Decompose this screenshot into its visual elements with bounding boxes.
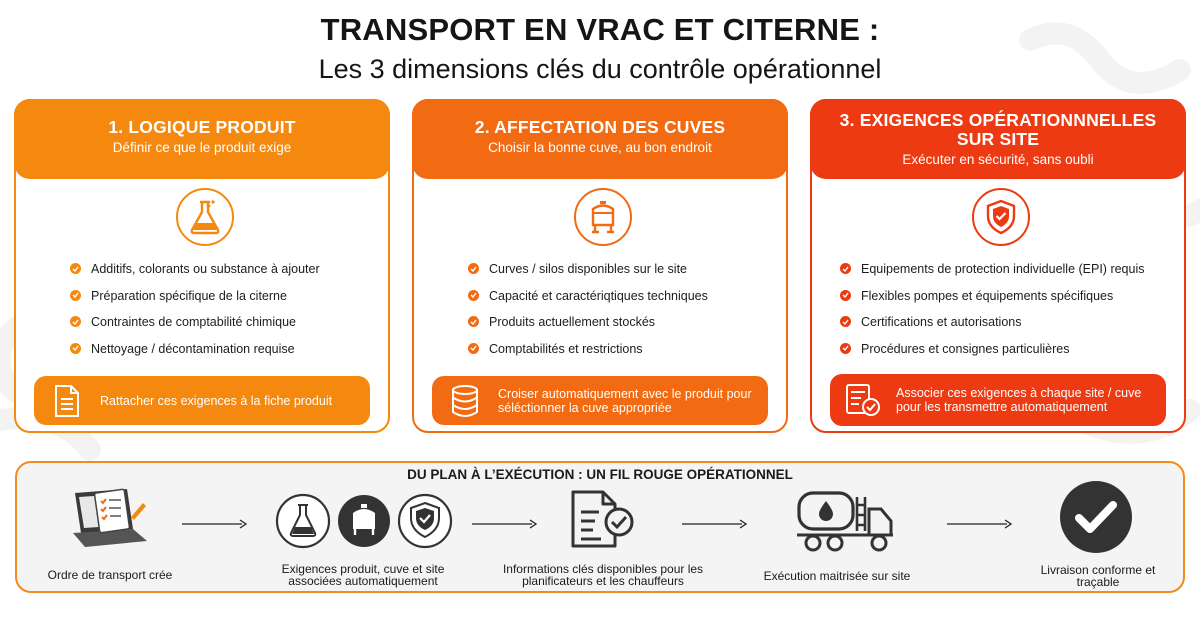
step-label: Informations clés disponibles pour les planificateurs et les chauffeurs <box>502 562 704 588</box>
list-item: Curves / silos disponibles sur le site <box>468 261 708 288</box>
check-icon <box>70 343 81 354</box>
list-item: Certifications et autorisations <box>840 314 1145 341</box>
check-icon <box>840 290 851 301</box>
card-footer-action: Croiser automatiquement avec le produit pour séléctionner la cuve appropriée <box>432 376 768 425</box>
card-footer-action: Rattacher ces exigences à la fiche produit <box>34 376 370 425</box>
card-title: 1. LOGIQUE PRODUIT <box>108 117 296 137</box>
arrow-icon <box>182 519 248 529</box>
card-header <box>14 99 390 179</box>
big-check-icon <box>1059 480 1133 559</box>
checklist-icon <box>830 383 896 417</box>
check-icon <box>840 343 851 354</box>
arrow-icon <box>682 519 748 529</box>
list-item: Flexibles pompes et équipements spécifiques <box>840 288 1145 315</box>
check-icon <box>70 290 81 301</box>
document-icon <box>34 384 100 418</box>
flow-title: DU PLAN À L’EXÉCUTION : UN FIL ROUGE OPÉRATIONNEL <box>407 467 793 482</box>
card-title-line2: SUR SITE <box>956 129 1040 149</box>
list-item: Capacité et caractériqtiques techniques <box>468 288 708 315</box>
check-icon <box>468 263 479 274</box>
shield-check-icon <box>972 188 1030 246</box>
page-title: TRANSPORT EN VRAC ET CITERNE : <box>320 12 880 47</box>
card-subtitle: Choisir la bonne cuve, au bon endroit <box>488 140 712 155</box>
check-icon <box>840 263 851 274</box>
card-title-line1: 3. EXIGENCES OPÉRATIONNNELLES <box>839 110 1157 130</box>
list-item: Produits actuellement stockés <box>468 314 708 341</box>
list-item: Comptabilités et restrictions <box>468 341 708 368</box>
list-item: Préparation spécifique de la citerne <box>70 288 320 315</box>
card-subtitle: Définir ce que le produit exige <box>112 140 292 155</box>
list-item: Procédures et consignes particulières <box>840 341 1145 368</box>
flow-panel <box>15 461 1185 593</box>
bullet-list <box>70 261 320 367</box>
list-item: Additifs, colorants ou substance à ajouter <box>70 261 320 288</box>
card-header <box>412 99 788 179</box>
step-label: Livraison conforme et traçable <box>1040 563 1156 589</box>
arrow-icon <box>947 519 1013 529</box>
tanker-truck-icon <box>795 487 899 560</box>
card-exigences-site <box>810 99 1186 433</box>
bullet-list <box>840 261 1145 367</box>
flask-icon <box>176 188 234 246</box>
bullet-list <box>468 261 708 367</box>
flask-tank-shield-icons <box>275 493 453 554</box>
card-logique-produit <box>14 99 390 433</box>
check-icon <box>70 316 81 327</box>
card-title: 2. AFFECTATION DES CUVES <box>474 117 726 137</box>
step-label: Exécution maitrisée sur site <box>763 569 911 583</box>
document-check-icon <box>567 488 639 555</box>
check-icon <box>468 290 479 301</box>
check-icon <box>468 316 479 327</box>
header <box>0 10 1200 86</box>
card-header <box>810 99 1186 179</box>
tank-icon <box>574 188 632 246</box>
check-icon <box>468 343 479 354</box>
check-icon <box>840 316 851 327</box>
database-icon <box>432 384 498 418</box>
check-icon <box>70 263 81 274</box>
step-label: Exigences produit, cuve et site associées automatiquement <box>281 562 445 588</box>
laptop-checklist-icon <box>67 487 153 554</box>
list-item: Nettoyage / décontamination requise <box>70 341 320 368</box>
page-subtitle: Les 3 dimensions clés du contrôle opérationnel <box>318 54 882 84</box>
step-label: Ordre de transport crée <box>47 568 173 582</box>
card-affectation-cuves <box>412 99 788 433</box>
card-subtitle: Exécuter en sécurité, sans oubli <box>902 152 1094 167</box>
list-item: Contraintes de comptabilité chimique <box>70 314 320 341</box>
arrow-icon <box>472 519 538 529</box>
card-footer-action: Associer ces exigences à chaque site / cuve pour les transmettre automatiquement <box>830 374 1166 426</box>
list-item: Equipements de protection individuelle (EPI) requis <box>840 261 1145 288</box>
